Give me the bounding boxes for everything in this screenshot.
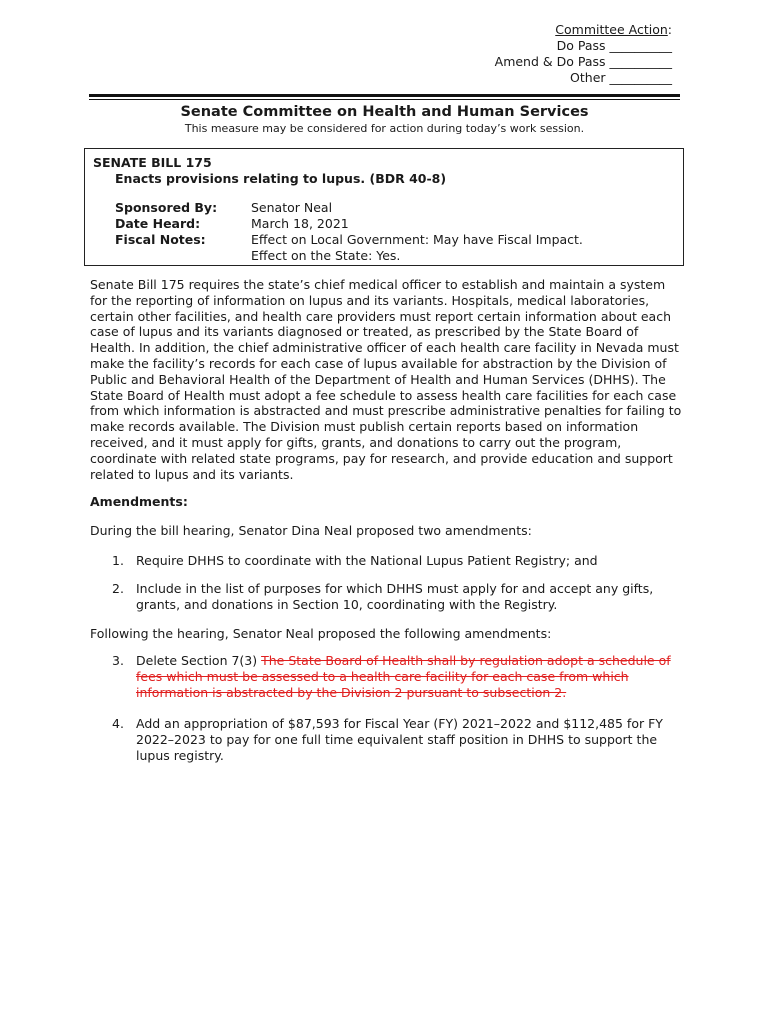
amend-do-pass-line: Amend & Do Pass __________ xyxy=(494,54,672,69)
amendment-number: 1. xyxy=(112,553,124,568)
amendment-text: Add an appropriation of $87,593 for Fiscal Year (FY) 2021–2022 and $112,485 for FY 2022–2023 to pay for one full time equivalent staff position in DHHS to support the lupus registry. xyxy=(136,716,663,763)
other-line: Other __________ xyxy=(570,70,672,85)
amendment-number: 2. xyxy=(112,581,124,596)
committee-subtitle: This measure may be considered for action during today’s work session. xyxy=(184,122,585,135)
committee-action-block xyxy=(495,22,672,86)
amendment-item-1 xyxy=(112,553,692,569)
amendment-number: 3. xyxy=(112,653,124,668)
amendment-text xyxy=(136,653,687,701)
bill-info-box xyxy=(84,148,684,266)
amendment-text: Require DHHS to coordinate with the National Lupus Patient Registry; and xyxy=(136,553,598,568)
committee-action-title: Committee Action xyxy=(555,22,668,37)
header-rule-thin xyxy=(89,99,680,100)
struck-text: The State Board of Health shall by regulation adopt a schedule of fees which must be assessed to a health care facility for each case from which information is abstracted by the Division 2 pursuant to subsection 2. xyxy=(136,653,671,700)
amendment-number: 4. xyxy=(112,716,124,731)
date-heard-label: Date Heard: xyxy=(115,216,201,231)
amendment-text: Include in the list of purposes for which DHHS must apply for and accept any gifts, grants, and donations in Section 10, coordinating with the Registry. xyxy=(136,581,654,612)
do-pass-line: Do Pass __________ xyxy=(556,38,672,53)
bill-number: SENATE BILL 175 xyxy=(93,155,212,170)
sponsored-by-label: Sponsored By: xyxy=(115,200,218,215)
committee-title: Senate Committee on Health and Human Services xyxy=(180,104,589,120)
following-hearing-intro: Following the hearing, Senator Neal proposed the following amendments: xyxy=(90,626,552,641)
bill-description: Enacts provisions relating to lupus. (BDR 40-8) xyxy=(115,171,447,186)
date-heard-value: March 18, 2021 xyxy=(251,216,349,231)
fiscal-notes-label: Fiscal Notes: xyxy=(115,232,206,247)
committee-action-colon: : xyxy=(667,22,672,37)
header-rule-thick xyxy=(89,94,680,97)
amendment-item-2 xyxy=(112,581,672,613)
fiscal-notes-local: Effect on Local Government: May have Fiscal Impact. xyxy=(251,232,583,247)
amendments-heading: Amendments: xyxy=(90,494,188,509)
amendment-item-3 xyxy=(112,653,687,701)
delete-section-text: Delete Section 7(3) xyxy=(136,653,258,668)
amendment-item-4 xyxy=(112,716,677,764)
amendments-intro: During the bill hearing, Senator Dina Neal proposed two amendments: xyxy=(90,523,532,538)
bill-summary: Senate Bill 175 requires the state’s chief medical officer to establish and maintain a system for the reporting of information on lupus and its variants. Hospitals, medical laboratories, certain other facilities, and health care providers must report certain information about each case of lupus and its variants diagnosed or treated, as prescribed by the State Board of Health. In addition, the chief administrative officer of each health care facility in Nevada must make the facility’s records for each case of lupus available for abstraction by the Division of Public and Behavioral Health of the Department of Health and Human Services (DHHS). The State Board of Health must adopt a fee schedule to assess health care facilities for each case from which information is abstracted and must prescribe administrative penalties for failing to make records available. The Division must publish certain reports based on information received, and it must apply for gifts, grants, and donations to carry out the program, coordinate with related state programs, pay for research, and provide education and support related to lupus and its variants. xyxy=(90,277,682,482)
sponsored-by-value: Senator Neal xyxy=(251,200,333,215)
fiscal-notes-state: Effect on the State: Yes. xyxy=(251,248,401,263)
